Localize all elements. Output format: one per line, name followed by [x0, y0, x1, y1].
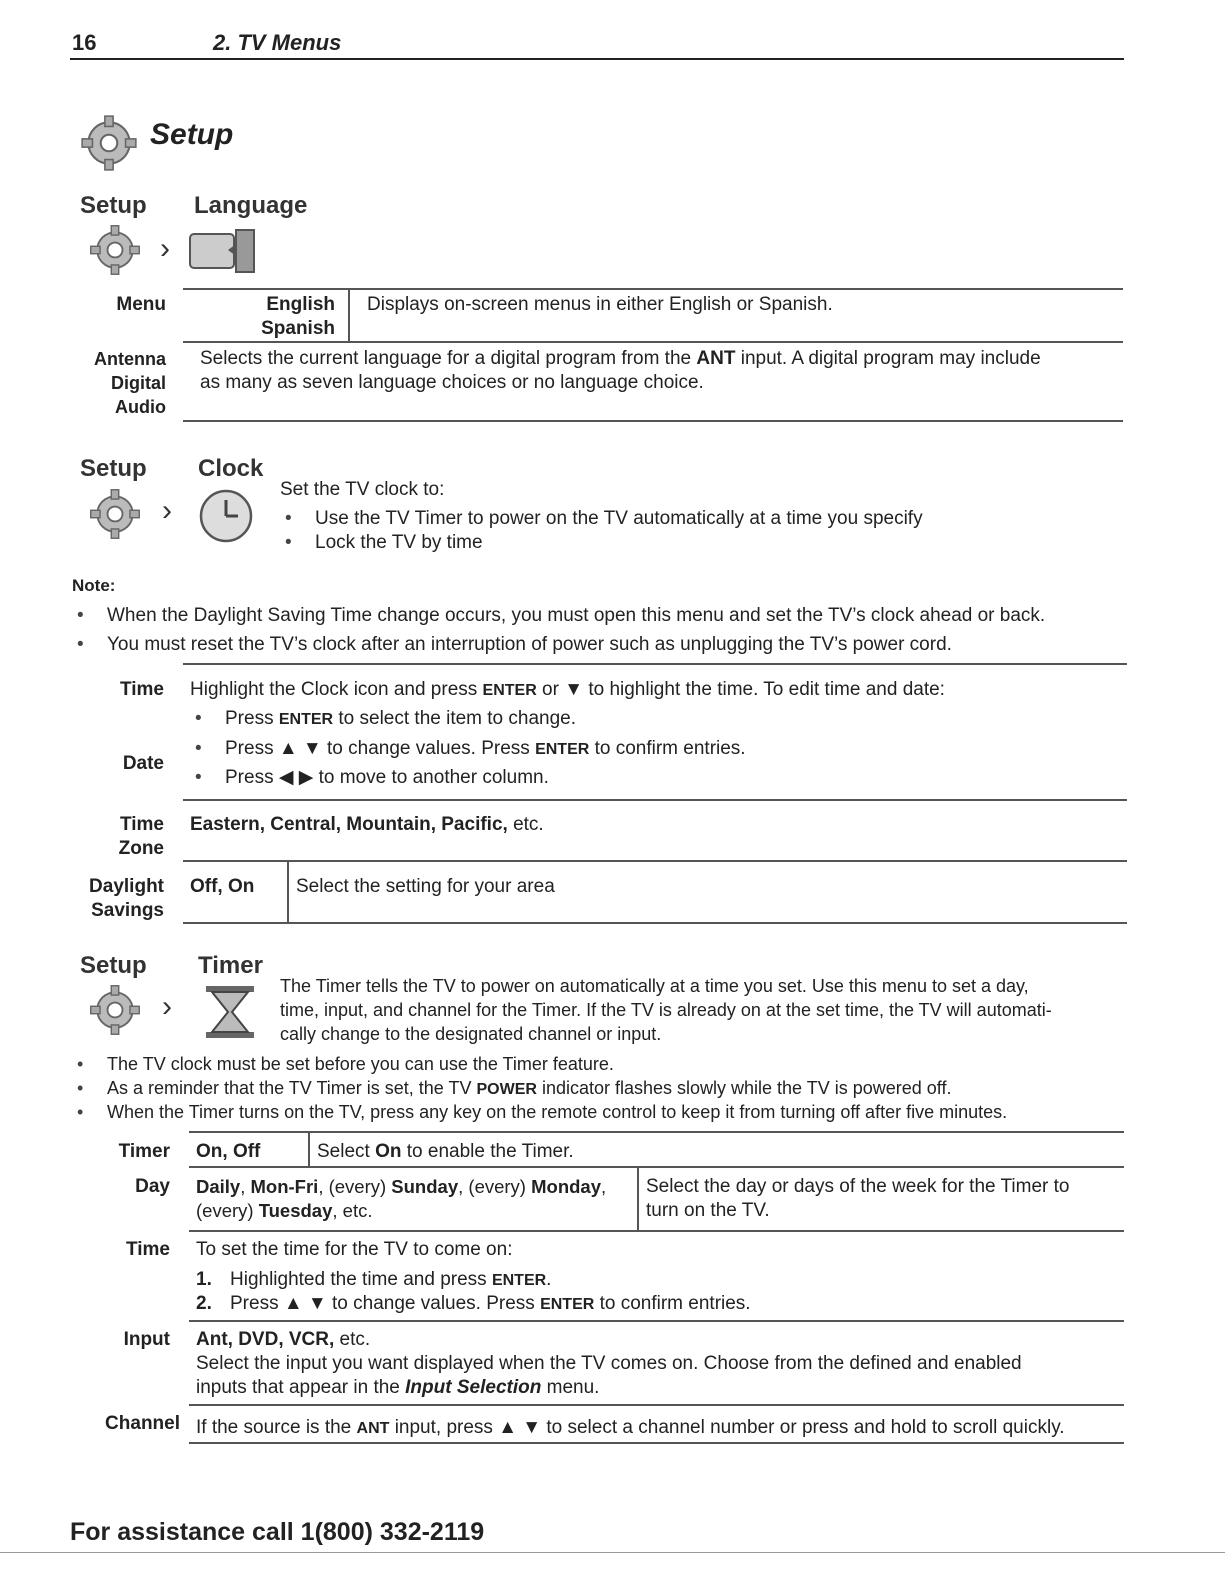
- divider: [348, 290, 350, 342]
- divider: [189, 1230, 1124, 1232]
- input-description: Select the input you want displayed when the TV comes on. Choose from the defined and enabled: [196, 1353, 1022, 1374]
- timer-time-label: Time: [125, 1239, 170, 1260]
- daylight-label-savings: Savings: [91, 900, 164, 921]
- channel-label: Channel: [105, 1413, 180, 1434]
- timer-intro: The Timer tells the TV to power on automatically at a time you set. Use this menu to set a day,: [280, 976, 1029, 996]
- divider: [183, 420, 1123, 422]
- clock-bullet: • Lock the TV by time: [315, 531, 483, 555]
- step-text: Highlighted the time and press ENTER.: [230, 1269, 552, 1290]
- menu-description: Displays on-screen menus in either English or Spanish.: [367, 294, 833, 315]
- timer-description: Select On to enable the Timer.: [317, 1141, 574, 1162]
- divider: [183, 922, 1127, 924]
- note-label: Note:: [72, 576, 116, 595]
- menu-option-spanish: Spanish: [261, 318, 335, 339]
- timer-note: • The TV clock must be set before you can use the Timer feature.: [107, 1052, 614, 1076]
- note-bullet: • When the Daylight Saving Time change occurs, you must open this menu and set the TV’s clock ahead or back.: [107, 604, 1045, 628]
- antenna-description: Selects the current language for a digital program from the ANT input. A digital program may include: [200, 348, 1041, 369]
- day-values: Daily, Mon-Fri, (every) Sunday, (every) Monday,: [196, 1176, 607, 1197]
- menu-option-english: English: [266, 294, 335, 315]
- time-bullet: • Press ◀ ▶ to move to another column.: [225, 766, 549, 790]
- divider: [637, 1168, 639, 1230]
- page-title: Setup: [150, 118, 234, 151]
- gear-icon: [86, 982, 144, 1038]
- step-text: Press ▲ ▼ to change values. Press ENTER to confirm entries.: [230, 1293, 751, 1314]
- timer-row-label: Timer: [118, 1141, 170, 1162]
- daylight-values: Off, On: [190, 876, 255, 897]
- timer-label: Timer: [198, 952, 263, 979]
- language-icon: [188, 228, 258, 274]
- header-rule: [70, 58, 1124, 60]
- date-label: Date: [122, 753, 164, 774]
- hourglass-icon: [200, 984, 260, 1040]
- time-description: Highlight the Clock icon and press ENTER or ▼ to highlight the time. To edit time and date:: [190, 679, 945, 700]
- day-label: Day: [135, 1176, 170, 1197]
- divider: [308, 1133, 310, 1166]
- timer-note: • As a reminder that the TV Timer is set, the TV POWER indicator flashes slowly while the TV is powered off.: [107, 1076, 951, 1102]
- gear-icon: [86, 486, 144, 542]
- input-values: Ant, DVD, VCR, etc.: [196, 1329, 371, 1350]
- day-values-line2: (every) Tuesday, etc.: [196, 1200, 373, 1221]
- timer-intro-line3: cally change to the designated channel or input.: [280, 1024, 662, 1044]
- menu-label: Menu: [116, 294, 166, 315]
- time-label: Time: [119, 679, 164, 700]
- input-description-line2: inputs that appear in the Input Selection menu.: [196, 1377, 600, 1398]
- clock-setup-label: Setup: [80, 455, 147, 482]
- antenna-label-audio: Audio: [115, 397, 166, 417]
- clock-intro: Set the TV clock to:: [280, 479, 445, 500]
- gear-icon: [86, 222, 144, 278]
- language-setup-label: Setup: [80, 192, 147, 219]
- antenna-label-digital: Digital: [110, 373, 166, 393]
- antenna-description-line2: as many as seven language choices or no language choice.: [200, 372, 704, 393]
- time-zone-label-zone: Zone: [118, 838, 164, 859]
- timer-note: • When the Timer turns on the TV, press any key on the remote control to keep it from turning off after five minutes.: [107, 1100, 1007, 1124]
- divider: [287, 862, 289, 922]
- page-number: 16: [72, 30, 97, 55]
- note-bullet: • You must reset the TV’s clock after an interruption of power such as unplugging the TV’s power cord.: [107, 633, 952, 657]
- divider: [183, 341, 1123, 343]
- footer-rule: [0, 1552, 1225, 1553]
- daylight-label: Daylight: [89, 876, 164, 897]
- time-bullet: • Press ▲ ▼ to change values. Press ENTER to confirm entries.: [225, 737, 746, 762]
- divider: [189, 1404, 1124, 1406]
- divider: [189, 1320, 1124, 1322]
- clock-label: Clock: [198, 455, 264, 482]
- day-description: Select the day or days of the week for the Timer to: [646, 1176, 1070, 1197]
- clock-icon: [196, 488, 256, 544]
- chapter-title: 2. TV Menus: [213, 30, 342, 55]
- time-bullet: • Press ENTER to select the item to change.: [225, 707, 576, 732]
- divider: [189, 1131, 1124, 1133]
- chevron-right-icon: ›: [162, 990, 172, 1023]
- divider: [183, 799, 1127, 801]
- divider: [183, 288, 1123, 290]
- chevron-right-icon: ›: [160, 232, 170, 265]
- step-number: 2.: [196, 1293, 212, 1314]
- gear-icon: [78, 112, 140, 174]
- timer-setup-label: Setup: [80, 952, 147, 979]
- day-description-line2: turn on the TV.: [646, 1200, 770, 1221]
- timer-time-intro: To set the time for the TV to come on:: [196, 1239, 513, 1260]
- input-label: Input: [123, 1329, 170, 1350]
- step-number: 1.: [196, 1269, 212, 1290]
- footer-assistance: For assistance call 1(800) 332-2119: [70, 1518, 485, 1546]
- time-zone-values: Eastern, Central, Mountain, Pacific, etc.: [190, 814, 544, 835]
- divider: [183, 860, 1127, 862]
- channel-description: If the source is the ANT input, press ▲ ▼ to select a channel number or press and hold to scroll quickly.: [196, 1417, 1065, 1438]
- language-label: Language: [194, 192, 308, 219]
- daylight-description: Select the setting for your area: [296, 876, 555, 897]
- antenna-label: Antenna: [94, 349, 166, 369]
- timer-intro-line2: time, input, and channel for the Timer. If the TV is already on at the set time, the TV will automati-: [280, 1000, 1052, 1020]
- divider: [189, 1166, 1124, 1168]
- divider: [183, 663, 1127, 665]
- chevron-right-icon: ›: [162, 494, 172, 527]
- divider: [189, 1442, 1124, 1444]
- timer-values: On, Off: [196, 1141, 261, 1162]
- time-zone-label: Time: [119, 814, 164, 835]
- clock-bullet: • Use the TV Timer to power on the TV automatically at a time you specify: [315, 507, 923, 531]
